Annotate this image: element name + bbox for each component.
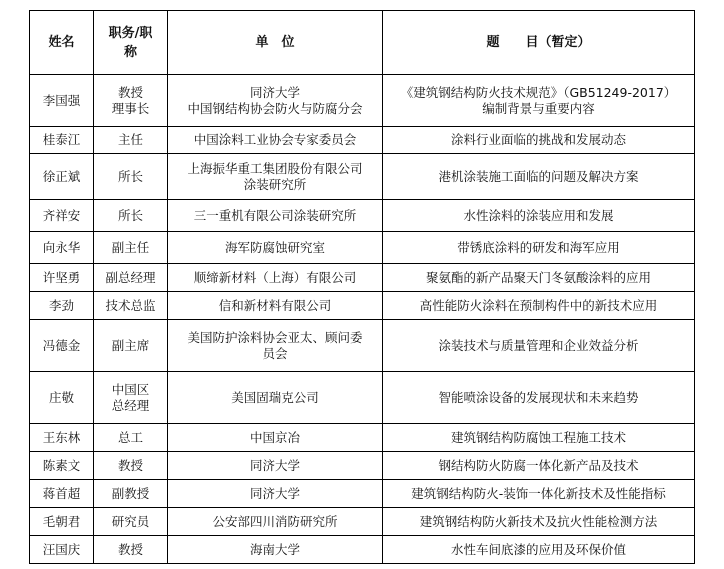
table-row — [30, 200, 695, 232]
talk-topic — [383, 232, 695, 264]
speaker-unit-line: 信和新材料有限公司 — [218, 297, 332, 313]
speaker-name: 许坚勇 — [30, 264, 94, 292]
speaker-unit — [168, 232, 383, 264]
table-row — [30, 264, 695, 292]
speaker-position-line: 所长 — [117, 207, 143, 223]
speaker-name: 齐祥安 — [30, 200, 94, 232]
talk-topic — [383, 452, 695, 480]
speaker-unit-line: 顺缔新材料（上海）有限公司 — [193, 269, 357, 285]
header-position-line2: 称 — [123, 44, 137, 60]
talk-topic — [383, 424, 695, 452]
speaker-unit — [168, 508, 383, 536]
table-row — [30, 452, 695, 480]
speaker-unit-line: 美国防护涂料协会亚太、顾问委 — [187, 329, 363, 345]
talk-topic-line: 建筑钢结构防火新技术及抗火性能检测方法 — [419, 513, 658, 529]
talk-topic — [383, 508, 695, 536]
speaker-unit — [168, 264, 383, 292]
speaker-schedule-table — [29, 10, 695, 564]
table-row — [30, 154, 695, 200]
header-topic: 题 目（暂定） — [383, 11, 695, 75]
speaker-name: 蒋首超 — [30, 480, 94, 508]
speaker-unit — [168, 75, 383, 127]
table-row — [30, 75, 695, 127]
header-position — [94, 11, 168, 75]
speaker-name: 向永华 — [30, 232, 94, 264]
speaker-unit — [168, 292, 383, 320]
speaker-name: 冯德金 — [30, 320, 94, 372]
speaker-position — [94, 424, 168, 452]
speaker-position — [94, 264, 168, 292]
header-unit: 单 位 — [168, 11, 383, 75]
talk-topic-line: 高性能防火涂料在预制构件中的新技术应用 — [419, 297, 658, 313]
speaker-unit — [168, 452, 383, 480]
speaker-unit-line: 员会 — [262, 345, 288, 361]
speaker-unit-line: 海南大学 — [249, 541, 300, 557]
talk-topic — [383, 320, 695, 372]
header-row — [30, 11, 695, 75]
speaker-position-line: 副主任 — [111, 239, 150, 255]
speaker-unit — [168, 372, 383, 424]
talk-topic-line: 水性涂料的涂装应用和发展 — [463, 207, 614, 223]
speaker-position-line: 技术总监 — [105, 297, 156, 313]
speaker-position-line: 研究员 — [111, 513, 150, 529]
table-row — [30, 127, 695, 154]
speaker-unit — [168, 320, 383, 372]
table-row — [30, 320, 695, 372]
speaker-unit-line: 公安部四川消防研究所 — [212, 513, 338, 529]
header-name: 姓名 — [30, 11, 94, 75]
talk-topic-line: 涂装技术与质量管理和企业效益分析 — [438, 337, 639, 353]
speaker-name: 汪国庆 — [30, 536, 94, 564]
speaker-unit — [168, 127, 383, 154]
talk-topic-line: 涂料行业面临的挑战和发展动态 — [450, 132, 626, 147]
talk-topic — [383, 480, 695, 508]
speaker-position-line: 教授 — [117, 457, 143, 473]
speaker-position — [94, 536, 168, 564]
talk-topic-line: 聚氨酯的新产品聚天门冬氨酸涂料的应用 — [425, 269, 651, 285]
speaker-unit — [168, 200, 383, 232]
speaker-name: 陈素文 — [30, 452, 94, 480]
talk-topic-line: 港机涂装施工面临的问题及解决方案 — [438, 168, 639, 184]
speaker-unit-line: 海军防腐蚀研究室 — [224, 239, 325, 255]
table-row — [30, 536, 695, 564]
table-row — [30, 508, 695, 536]
talk-topic-line: 带锈底涂料的研发和海军应用 — [457, 239, 620, 255]
speaker-unit — [168, 424, 383, 452]
speaker-position-line: 副总经理 — [105, 269, 156, 285]
table-row — [30, 372, 695, 424]
speaker-position-line: 教授 — [117, 84, 143, 100]
talk-topic — [383, 75, 695, 127]
speaker-position — [94, 200, 168, 232]
speaker-position-line: 总经理 — [111, 397, 150, 413]
speaker-name: 李劲 — [30, 292, 94, 320]
talk-topic — [383, 200, 695, 232]
speaker-name: 李国强 — [30, 75, 94, 127]
speaker-position-line: 教授 — [117, 541, 143, 557]
speaker-position-line: 理事长 — [111, 100, 150, 116]
speaker-name: 王东林 — [30, 424, 94, 452]
talk-topic — [383, 372, 695, 424]
speaker-name: 桂泰江 — [30, 127, 94, 154]
speaker-unit-line: 美国固瑞克公司 — [231, 389, 319, 405]
talk-topic — [383, 154, 695, 200]
talk-topic-line: 建筑钢结构防腐蚀工程施工技术 — [450, 429, 626, 445]
speaker-name: 徐正斌 — [30, 154, 94, 200]
speaker-unit-line: 上海振华重工集团股份有限公司 — [187, 160, 363, 176]
table-row — [30, 424, 695, 452]
table-row — [30, 232, 695, 264]
speaker-unit-line: 同济大学 — [249, 84, 300, 100]
table-row — [30, 292, 695, 320]
talk-topic — [383, 292, 695, 320]
speaker-position-line: 主任 — [117, 132, 143, 147]
speaker-unit-line: 中国钢结构协会防火与防腐分会 — [187, 100, 363, 116]
speaker-position — [94, 154, 168, 200]
speaker-position — [94, 480, 168, 508]
talk-topic — [383, 536, 695, 564]
speaker-unit-line: 涂装研究所 — [243, 176, 307, 192]
table-row — [30, 480, 695, 508]
speaker-name: 庄敬 — [30, 372, 94, 424]
speaker-position — [94, 508, 168, 536]
speaker-position-line: 副教授 — [111, 485, 150, 501]
speaker-position-line: 中国区 — [111, 381, 150, 397]
table-body — [30, 75, 695, 564]
talk-topic-line: 钢结构防火防腐一体化新产品及技术 — [438, 457, 639, 473]
speaker-unit-line: 同济大学 — [249, 457, 300, 473]
talk-topic-line: 《建筑钢结构防火技术规范》（GB51249-2017） — [400, 84, 677, 100]
speaker-position — [94, 127, 168, 154]
speaker-unit-line: 中国涂料工业协会专家委员会 — [193, 132, 357, 147]
speaker-position — [94, 232, 168, 264]
talk-topic — [383, 264, 695, 292]
speaker-position — [94, 292, 168, 320]
speaker-position-line: 所长 — [117, 168, 143, 184]
speaker-position-line: 总工 — [117, 429, 143, 445]
speaker-position — [94, 452, 168, 480]
speaker-unit-line: 中国京冶 — [249, 429, 300, 445]
speaker-position — [94, 75, 168, 127]
speaker-position — [94, 320, 168, 372]
speaker-unit — [168, 536, 383, 564]
speaker-position-line: 副主席 — [111, 337, 150, 353]
speaker-unit-line: 同济大学 — [249, 485, 300, 501]
speaker-unit — [168, 154, 383, 200]
talk-topic-line: 编制背景与重要内容 — [482, 100, 595, 116]
talk-topic-line: 水性车间底漆的应用及环保价值 — [450, 541, 626, 557]
speaker-name: 毛朝君 — [30, 508, 94, 536]
speaker-unit-line: 三一重机有限公司涂装研究所 — [193, 207, 357, 223]
speaker-unit — [168, 480, 383, 508]
header-position-line1: 职务/职 — [108, 25, 153, 41]
talk-topic-line: 智能喷涂设备的发展现状和未来趋势 — [438, 389, 639, 405]
talk-topic — [383, 127, 695, 154]
speaker-position — [94, 372, 168, 424]
talk-topic-line: 建筑钢结构防火-装饰一体化新技术及性能指标 — [411, 485, 666, 501]
